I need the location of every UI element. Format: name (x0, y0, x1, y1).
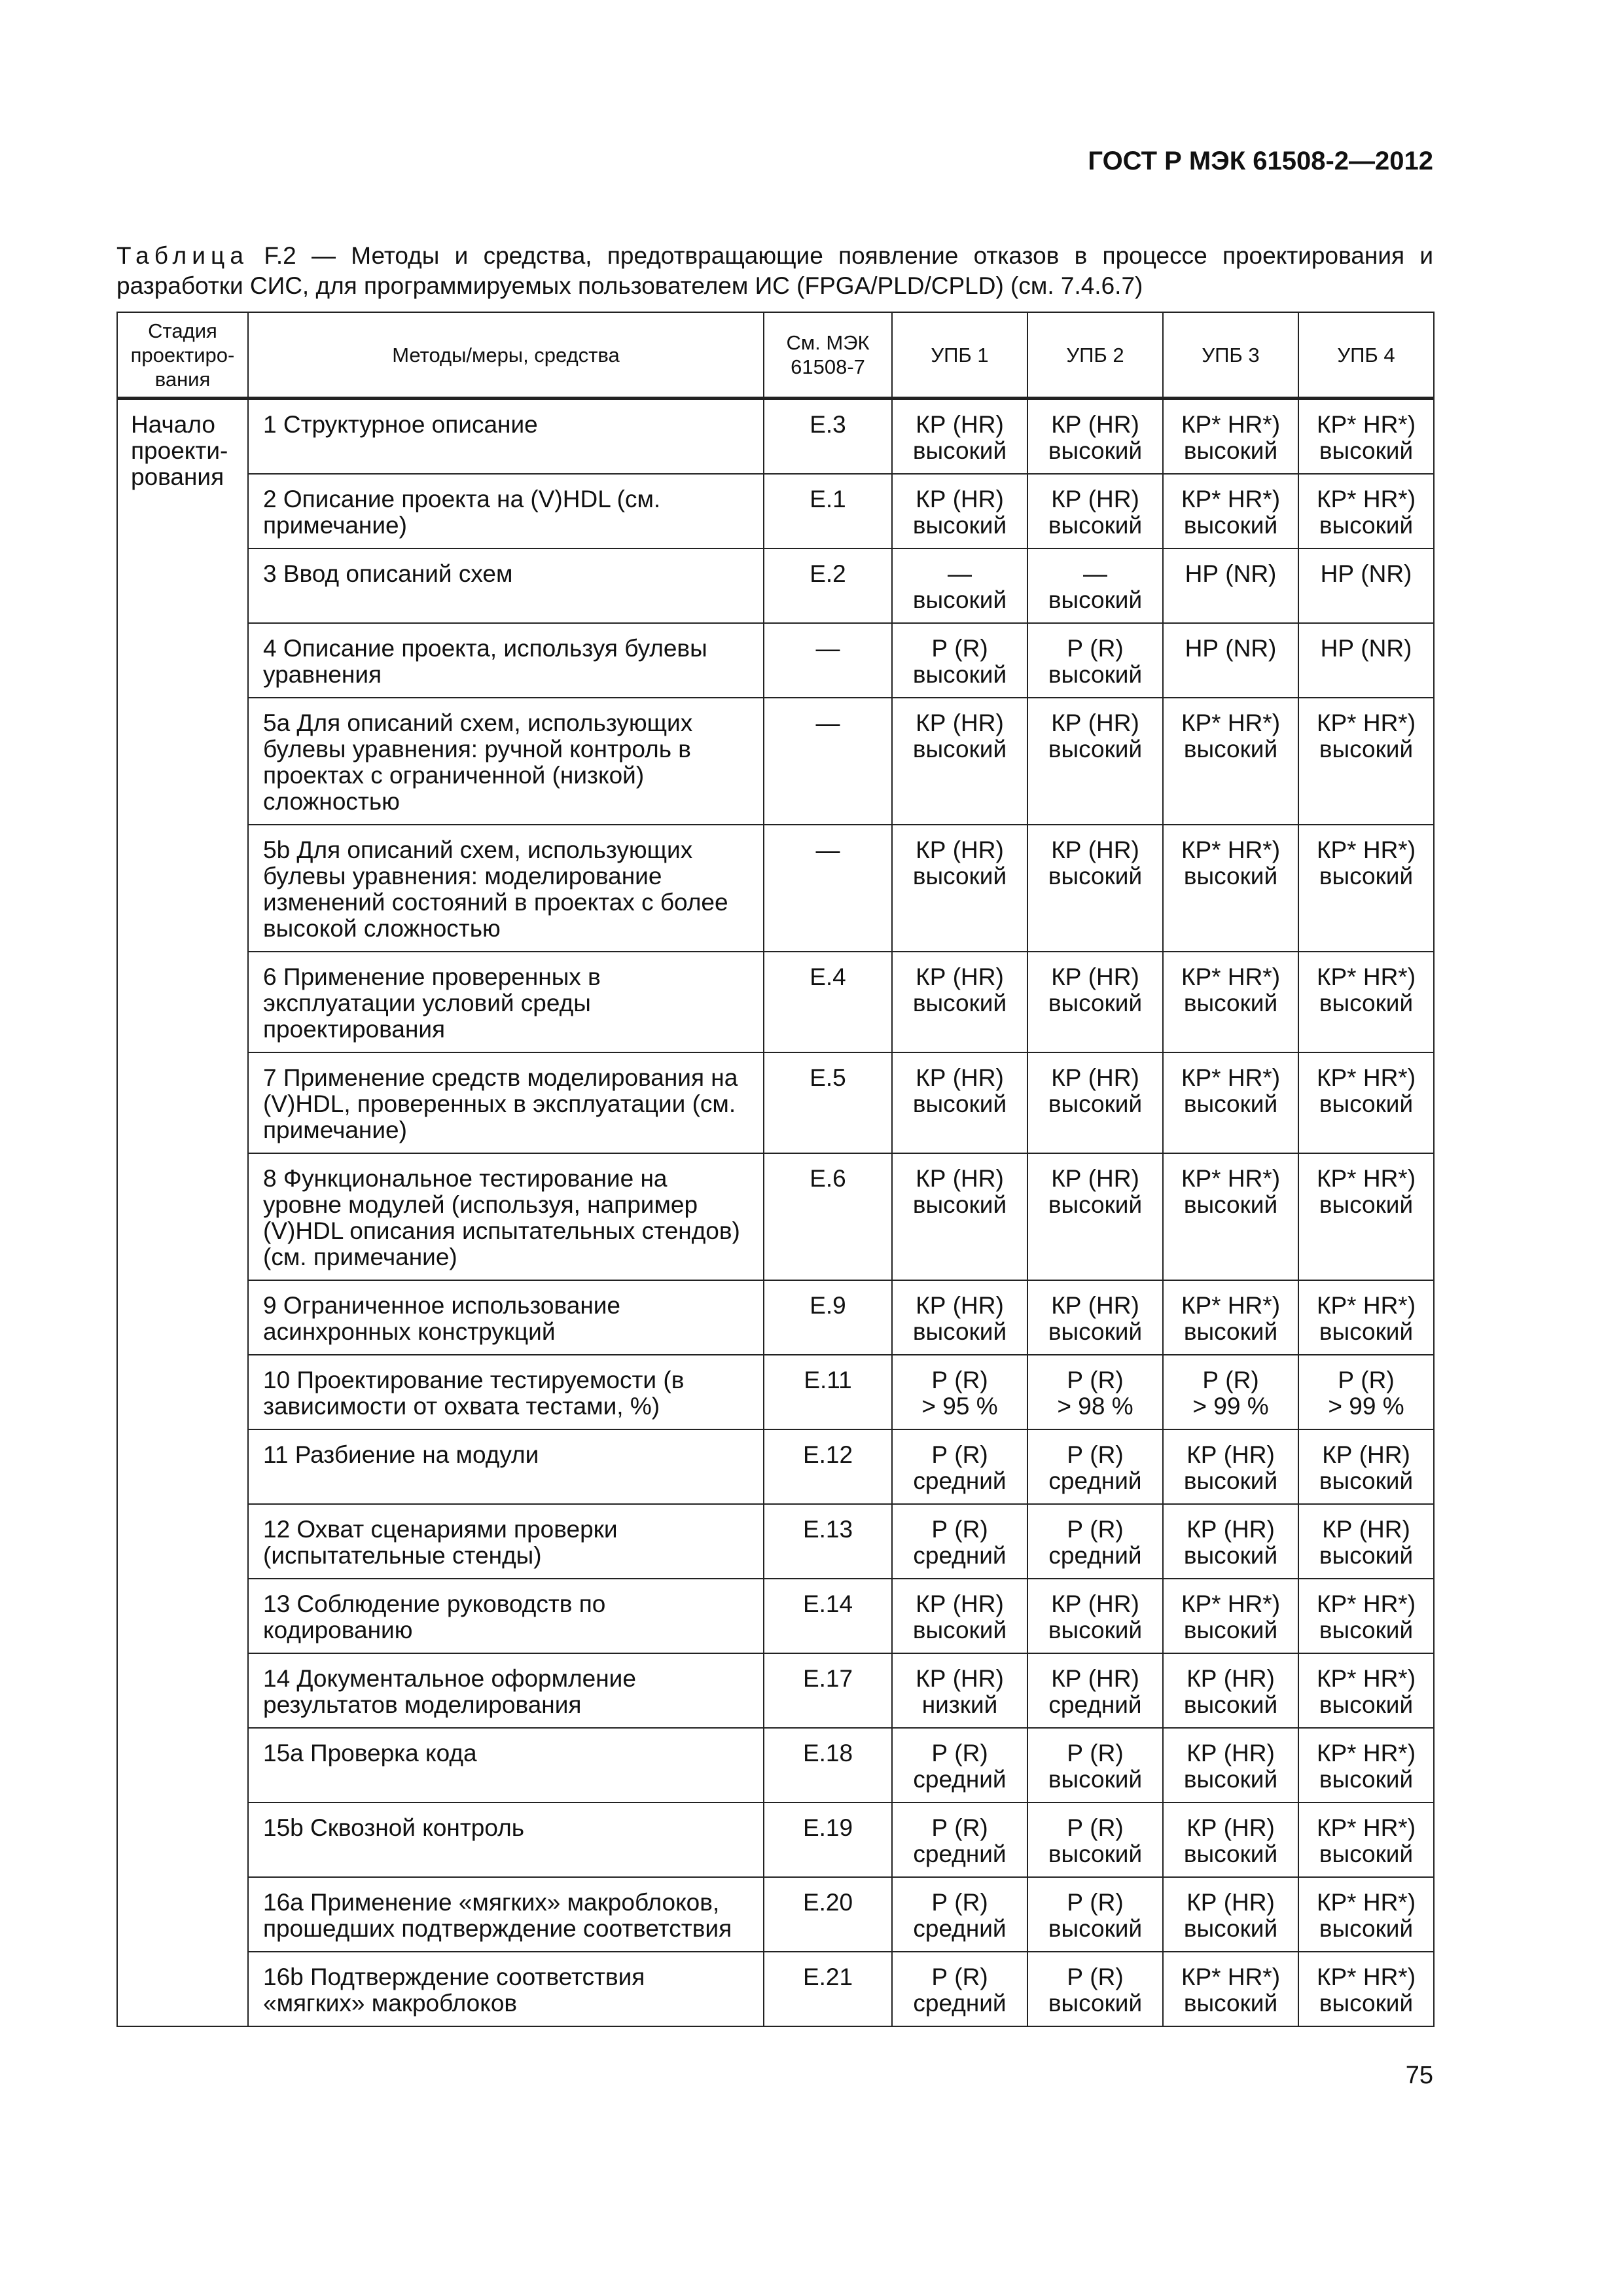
header-upb2: УПБ 2 (1027, 312, 1163, 399)
reference-cell: E.19 (764, 1803, 892, 1877)
header-stage: Стадия проектиро-вания (117, 312, 248, 399)
reference-cell: E.12 (764, 1429, 892, 1504)
header-upb3: УПБ 3 (1163, 312, 1298, 399)
upb1-cell: Р (R) средний (892, 1803, 1027, 1877)
upb3-cell: КР* HR*) высокий (1163, 1952, 1298, 2026)
upb1-cell: КР (HR) низкий (892, 1653, 1027, 1728)
upb4-cell: КР* HR*) высокий (1298, 1728, 1434, 1803)
upb4-cell: КР* HR*) высокий (1298, 1653, 1434, 1728)
table-row (117, 1355, 1434, 1429)
method-cell: 3 Ввод описаний схем (248, 548, 764, 623)
upb4-cell: КР* HR*) высокий (1298, 1052, 1434, 1153)
upb3-cell: КР* HR*) высокий (1163, 1153, 1298, 1280)
upb2-cell: КР (HR) высокий (1027, 399, 1163, 475)
upb4-cell: Р (R) > 99 % (1298, 1355, 1434, 1429)
upb3-cell: КР* HR*) высокий (1163, 399, 1298, 475)
table-row (117, 1803, 1434, 1877)
table-row (117, 1280, 1434, 1355)
upb2-cell: Р (R) высокий (1027, 1952, 1163, 2026)
upb3-cell: Р (R) > 99 % (1163, 1355, 1298, 1429)
upb3-cell: КР (HR) высокий (1163, 1803, 1298, 1877)
header-upb1: УПБ 1 (892, 312, 1027, 399)
method-cell: 7 Применение средств моделирования на (V)HDL, проверенных в эксплуатации (см. примечание) (248, 1052, 764, 1153)
stage-cell: Начало проекти-рования (117, 399, 248, 2027)
upb1-cell: Р (R) средний (892, 1877, 1027, 1952)
upb1-cell: Р (R) средний (892, 1952, 1027, 2026)
upb4-cell: КР* HR*) высокий (1298, 825, 1434, 952)
table-row (117, 1579, 1434, 1653)
upb4-cell: КР* HR*) высокий (1298, 1280, 1434, 1355)
method-cell: 9 Ограниченное использование асинхронных конструкций (248, 1280, 764, 1355)
reference-cell: — (764, 623, 892, 698)
method-cell: 4 Описание проекта, используя булевы уравнения (248, 623, 764, 698)
table-row (117, 474, 1434, 548)
table-body (117, 399, 1434, 2027)
table-row (117, 952, 1434, 1052)
table-caption-text: F.2 — Методы и средства, предотвращающие появление отказов в процессе проектирования и разработки СИС, для программируемых пользователем ИС (FPGA/PLD/CPLD) (см. 7.4.6.7) (116, 242, 1433, 299)
upb1-cell: КР (HR) высокий (892, 698, 1027, 825)
upb2-cell: КР (HR) средний (1027, 1653, 1163, 1728)
upb1-cell: — высокий (892, 548, 1027, 623)
upb4-cell: КР* HR*) высокий (1298, 698, 1434, 825)
method-cell: 11 Разбиение на модули (248, 1429, 764, 1504)
table-header-row (117, 312, 1434, 399)
upb4-cell: КР* HR*) высокий (1298, 1153, 1434, 1280)
method-cell: 5b Для описаний схем, использующих булевы уравнения: моделирование изменений состояний в проектах с более высокой сложностью (248, 825, 764, 952)
upb1-cell: Р (R) средний (892, 1504, 1027, 1579)
upb1-cell: КР (HR) высокий (892, 1153, 1027, 1280)
method-cell: 14 Документальное оформление результатов моделирования (248, 1653, 764, 1728)
upb2-cell: Р (R) высокий (1027, 1877, 1163, 1952)
upb2-cell: КР (HR) высокий (1027, 1052, 1163, 1153)
upb3-cell: КР (HR) высокий (1163, 1728, 1298, 1803)
methods-table (116, 312, 1435, 2027)
upb1-cell: КР (HR) высокий (892, 952, 1027, 1052)
document-header: ГОСТ Р МЭК 61508-2—2012 (1088, 147, 1433, 175)
upb3-cell: КР* HR*) высокий (1163, 1280, 1298, 1355)
table-row (117, 1728, 1434, 1803)
table-row (117, 698, 1434, 825)
upb2-cell: Р (R) высокий (1027, 1803, 1163, 1877)
upb3-cell: КР* HR*) высокий (1163, 474, 1298, 548)
table-row (117, 825, 1434, 952)
upb4-cell: КР* HR*) высокий (1298, 399, 1434, 475)
upb1-cell: Р (R) > 95 % (892, 1355, 1027, 1429)
upb3-cell: КР (HR) высокий (1163, 1877, 1298, 1952)
upb2-cell: Р (R) средний (1027, 1504, 1163, 1579)
method-cell: 15b Сквозной контроль (248, 1803, 764, 1877)
method-cell: 6 Применение проверенных в эксплуатации условий среды проектирования (248, 952, 764, 1052)
header-upb4: УПБ 4 (1298, 312, 1434, 399)
upb3-cell: КР (HR) высокий (1163, 1504, 1298, 1579)
upb2-cell: КР (HR) высокий (1027, 1579, 1163, 1653)
upb2-cell: Р (R) высокий (1027, 623, 1163, 698)
reference-cell: E.9 (764, 1280, 892, 1355)
upb2-cell: Р (R) средний (1027, 1429, 1163, 1504)
reference-cell: E.20 (764, 1877, 892, 1952)
upb3-cell: КР (HR) высокий (1163, 1429, 1298, 1504)
upb4-cell: КР* HR*) высокий (1298, 1877, 1434, 1952)
table-row (117, 1877, 1434, 1952)
table-caption (116, 241, 1433, 301)
method-cell: 1 Структурное описание (248, 399, 764, 475)
page-number: 75 (1405, 2062, 1433, 2089)
reference-cell: — (764, 698, 892, 825)
upb3-cell: КР* HR*) высокий (1163, 1052, 1298, 1153)
method-cell: 5а Для описаний схем, использующих булевы уравнения: ручной контроль в проектах с ограниченной (низкой) сложностью (248, 698, 764, 825)
upb3-cell: КР (HR) высокий (1163, 1653, 1298, 1728)
reference-cell: E.14 (764, 1579, 892, 1653)
upb4-cell: КР* HR*) высокий (1298, 1803, 1434, 1877)
upb1-cell: КР (HR) высокий (892, 399, 1027, 475)
upb2-cell: КР (HR) высокий (1027, 952, 1163, 1052)
upb4-cell: НР (NR) (1298, 548, 1434, 623)
method-cell: 16a Применение «мягких» макроблоков, прошедших подтверждение соответствия (248, 1877, 764, 1952)
reference-cell: E.6 (764, 1153, 892, 1280)
method-cell: 12 Охват сценариями проверки (испытательные стенды) (248, 1504, 764, 1579)
upb1-cell: КР (HR) высокий (892, 1052, 1027, 1153)
upb4-cell: КР* HR*) высокий (1298, 1952, 1434, 2026)
method-cell: 13 Соблюдение руководств по кодированию (248, 1579, 764, 1653)
upb4-cell: НР (NR) (1298, 623, 1434, 698)
upb3-cell: КР* HR*) высокий (1163, 825, 1298, 952)
table-row (117, 623, 1434, 698)
header-reference: См. МЭК 61508-7 (764, 312, 892, 399)
upb2-cell: КР (HR) высокий (1027, 1153, 1163, 1280)
upb4-cell: КР (HR) высокий (1298, 1429, 1434, 1504)
upb3-cell: КР* HR*) высокий (1163, 952, 1298, 1052)
table-row (117, 1952, 1434, 2026)
method-cell: 10 Проектирование тестируемости (в зависимости от охвата тестами, %) (248, 1355, 764, 1429)
reference-cell: E.5 (764, 1052, 892, 1153)
reference-cell: — (764, 825, 892, 952)
table-row (117, 1153, 1434, 1280)
method-cell: 15a Проверка кода (248, 1728, 764, 1803)
table-row (117, 1653, 1434, 1728)
upb1-cell: Р (R) высокий (892, 623, 1027, 698)
reference-cell: E.1 (764, 474, 892, 548)
upb4-cell: КР* HR*) высокий (1298, 952, 1434, 1052)
upb3-cell: КР* HR*) высокий (1163, 698, 1298, 825)
upb4-cell: КР* HR*) высокий (1298, 474, 1434, 548)
reference-cell: E.2 (764, 548, 892, 623)
reference-cell: E.21 (764, 1952, 892, 2026)
upb1-cell: КР (HR) высокий (892, 1280, 1027, 1355)
method-cell: 16b Подтверждение соответствия «мягких» макроблоков (248, 1952, 764, 2026)
table-row (117, 548, 1434, 623)
upb1-cell: КР (HR) высокий (892, 825, 1027, 952)
upb3-cell: КР* HR*) высокий (1163, 1579, 1298, 1653)
upb3-cell: НР (NR) (1163, 548, 1298, 623)
method-cell: 2 Описание проекта на (V)HDL (см. примечание) (248, 474, 764, 548)
table-row (117, 399, 1434, 475)
table-row (117, 1052, 1434, 1153)
table-row (117, 1504, 1434, 1579)
reference-cell: E.3 (764, 399, 892, 475)
reference-cell: E.18 (764, 1728, 892, 1803)
upb2-cell: КР (HR) высокий (1027, 825, 1163, 952)
upb2-cell: Р (R) высокий (1027, 1728, 1163, 1803)
upb1-cell: Р (R) средний (892, 1429, 1027, 1504)
upb4-cell: КР (HR) высокий (1298, 1504, 1434, 1579)
upb2-cell: Р (R) > 98 % (1027, 1355, 1163, 1429)
reference-cell: E.17 (764, 1653, 892, 1728)
upb1-cell: Р (R) средний (892, 1728, 1027, 1803)
upb1-cell: КР (HR) высокий (892, 474, 1027, 548)
upb4-cell: КР* HR*) высокий (1298, 1579, 1434, 1653)
upb2-cell: — высокий (1027, 548, 1163, 623)
method-cell: 8 Функциональное тестирование на уровне модулей (используя, например (V)HDL описания испытательных стендов) (см. примечание) (248, 1153, 764, 1280)
header-methods: Методы/меры, средства (248, 312, 764, 399)
upb3-cell: НР (NR) (1163, 623, 1298, 698)
reference-cell: E.4 (764, 952, 892, 1052)
table-caption-label: Таблица (116, 242, 249, 269)
upb2-cell: КР (HR) высокий (1027, 474, 1163, 548)
reference-cell: E.13 (764, 1504, 892, 1579)
upb1-cell: КР (HR) высокий (892, 1579, 1027, 1653)
upb2-cell: КР (HR) высокий (1027, 1280, 1163, 1355)
reference-cell: E.11 (764, 1355, 892, 1429)
table-row (117, 1429, 1434, 1504)
upb2-cell: КР (HR) высокий (1027, 698, 1163, 825)
